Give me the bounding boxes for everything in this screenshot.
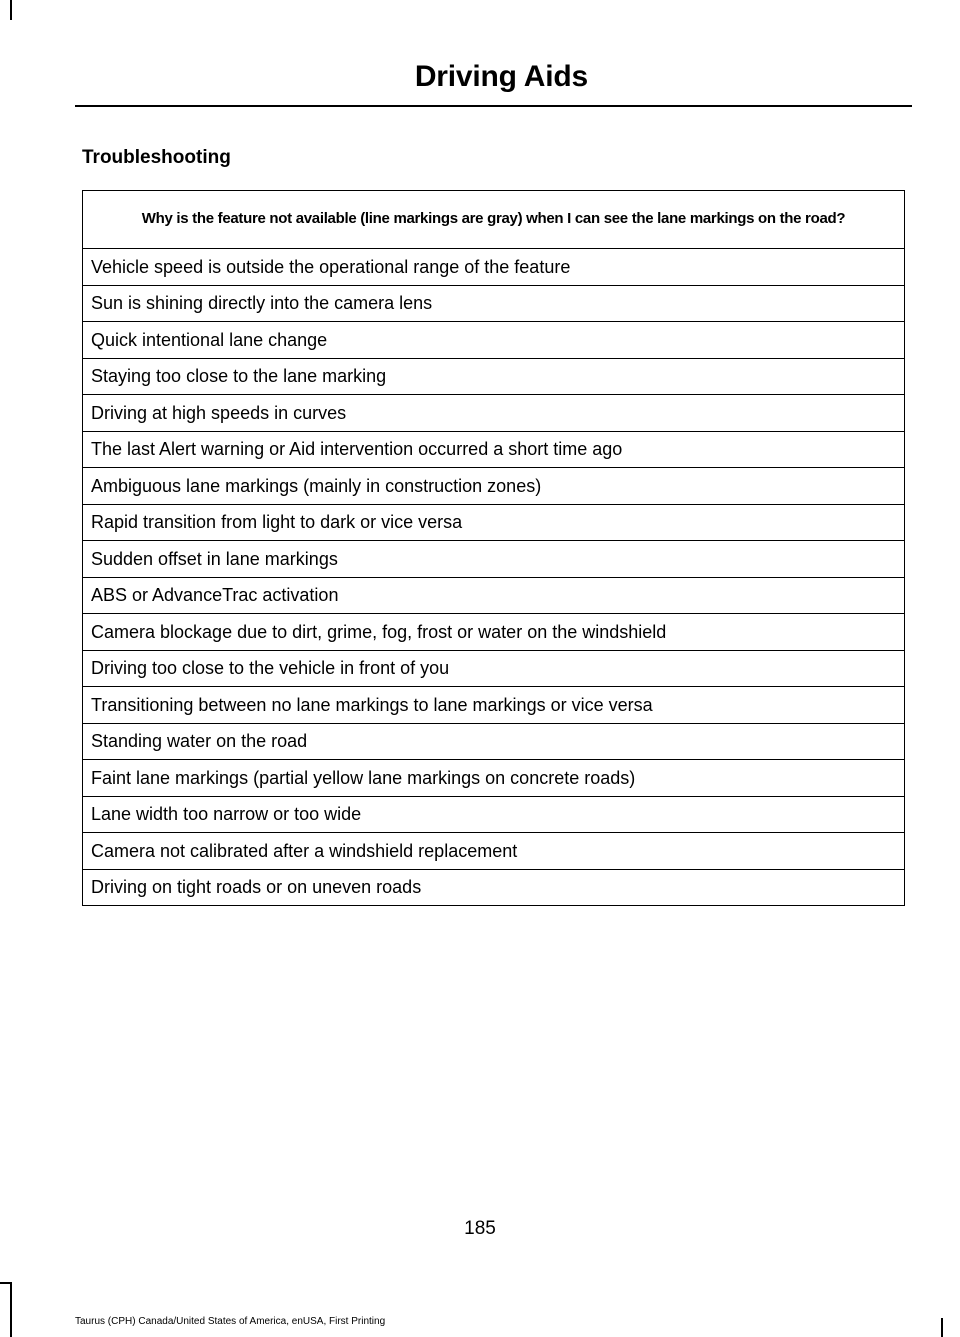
table-row <box>83 468 905 505</box>
crop-mark-top-left <box>10 0 12 20</box>
table-cell: Rapid transition from light to dark or vice versa <box>83 504 905 541</box>
table-row <box>83 577 905 614</box>
table-cell: ABS or AdvanceTrac activation <box>83 577 905 614</box>
table-cell: Faint lane markings (partial yellow lane markings on concrete roads) <box>83 760 905 797</box>
table-cell: Ambiguous lane markings (mainly in construction zones) <box>83 468 905 505</box>
page-header-title: Driving Aids <box>414 60 588 93</box>
table-cell: Quick intentional lane change <box>83 322 905 359</box>
table-header-row <box>83 191 905 249</box>
table-row <box>83 395 905 432</box>
table-cell: Transitioning between no lane markings to lane markings or vice versa <box>83 687 905 724</box>
table-row <box>83 541 905 578</box>
table-row <box>83 833 905 870</box>
table-row <box>83 504 905 541</box>
table-cell: Driving too close to the vehicle in front of you <box>83 650 905 687</box>
table-row <box>83 431 905 468</box>
table-cell: Camera not calibrated after a windshield replacement <box>83 833 905 870</box>
table-row <box>83 760 905 797</box>
page-number: 185 <box>464 1218 496 1239</box>
table-cell: Sun is shining directly into the camera lens <box>83 285 905 322</box>
section-title: Troubleshooting <box>82 147 231 168</box>
table-row <box>83 322 905 359</box>
table-cell: Staying too close to the lane marking <box>83 358 905 395</box>
header-divider <box>75 105 912 107</box>
table-row <box>83 796 905 833</box>
table-row <box>83 869 905 906</box>
table-cell: Lane width too narrow or too wide <box>83 796 905 833</box>
table-row <box>83 285 905 322</box>
table-cell: The last Alert warning or Aid intervention occurred a short time ago <box>83 431 905 468</box>
troubleshooting-table <box>82 190 905 906</box>
table-header-cell: Why is the feature not available (line markings are gray) when I can see the lane markings on the road? <box>83 191 905 249</box>
crop-mark-bottom-left-vertical <box>10 1282 12 1337</box>
table-row <box>83 687 905 724</box>
crop-mark-bottom-right <box>941 1318 943 1337</box>
table-row <box>83 358 905 395</box>
table-row <box>83 249 905 286</box>
table-cell: Vehicle speed is outside the operational range of the feature <box>83 249 905 286</box>
table-cell: Sudden offset in lane markings <box>83 541 905 578</box>
table-cell: Driving at high speeds in curves <box>83 395 905 432</box>
crop-mark-bottom-left-horizontal <box>0 1282 12 1284</box>
footer-edition-text: Taurus (CPH) Canada/United States of America, enUSA, First Printing <box>75 1316 386 1327</box>
table-cell: Standing water on the road <box>83 723 905 760</box>
table-row <box>83 614 905 651</box>
table-row <box>83 650 905 687</box>
table-cell: Camera blockage due to dirt, grime, fog, frost or water on the windshield <box>83 614 905 651</box>
table-cell: Driving on tight roads or on uneven roads <box>83 869 905 906</box>
table-row <box>83 723 905 760</box>
